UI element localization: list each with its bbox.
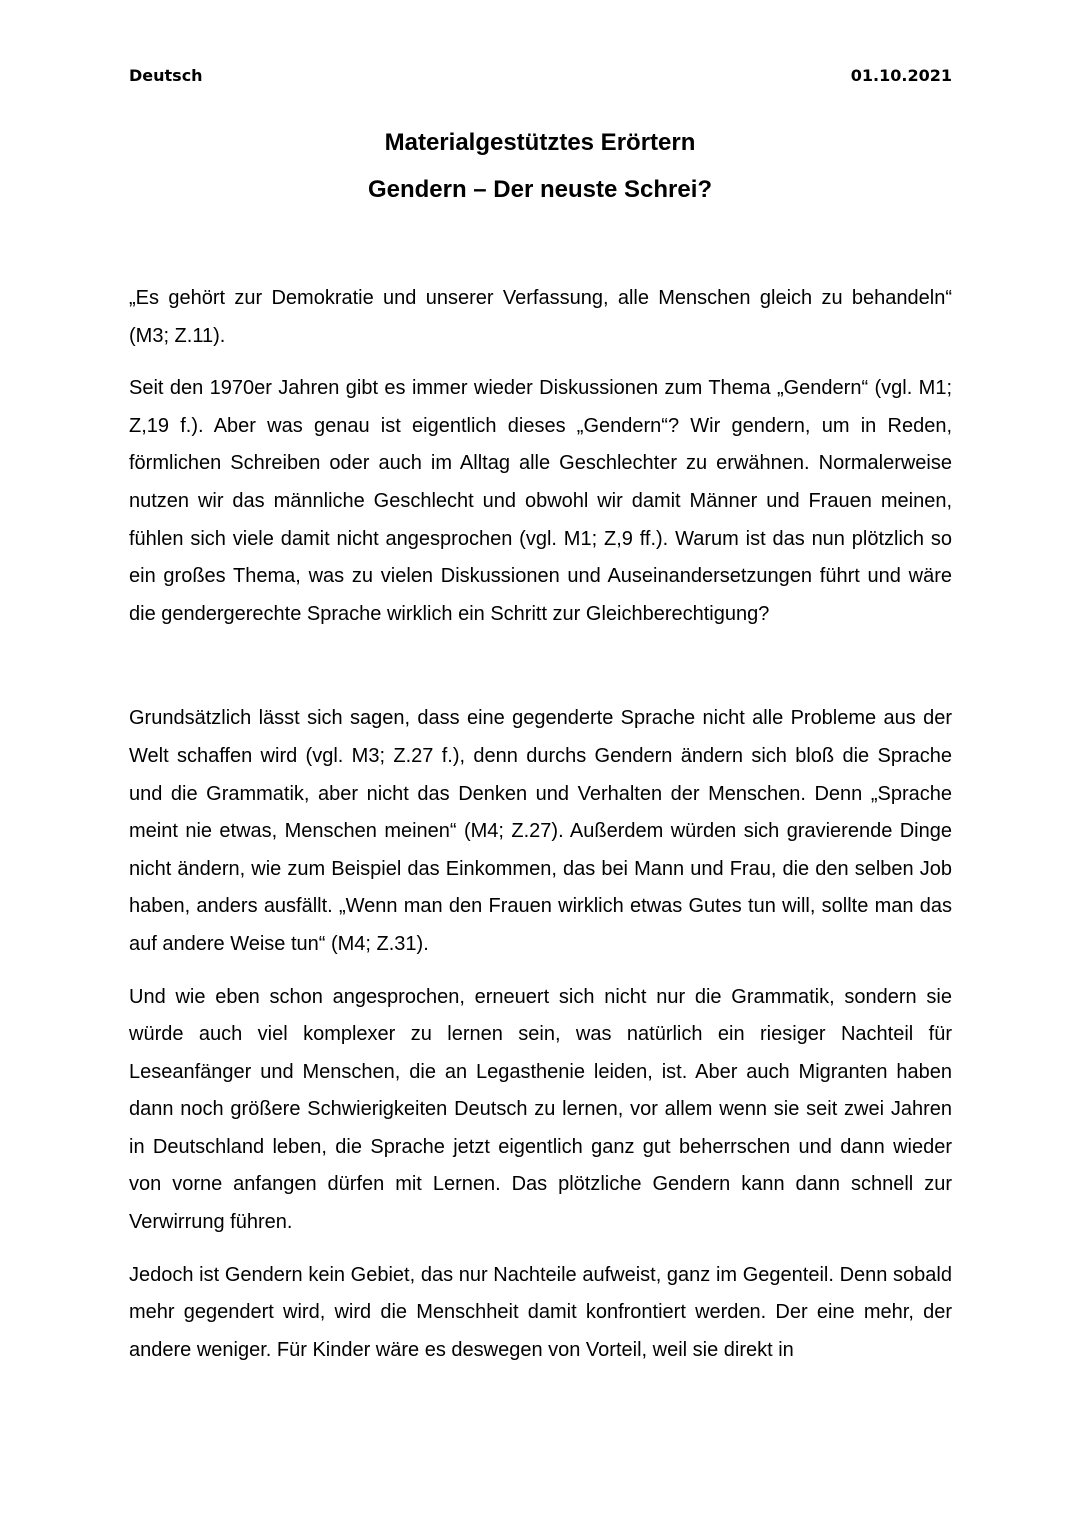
document-body — [129, 280, 952, 1369]
subject-header: Deutsch — [129, 66, 203, 85]
paragraph-introduction: Seit den 1970er Jahren gibt es immer wieder Diskussionen zum Thema „Gendern“ (vgl. M1; Z,19 f.). Aber was genau ist eigentlich dieses „Gendern“? Wir gendern, um in Reden, förmlichen Schreiben oder auch im Alltag alle Geschlechter zu erwähnen. Normalerweise nutzen wir das männliche Geschlecht und obwohl wir damit Männer und Frauen meinen, fühlen sich viele damit nicht angesprochen (vgl. M1; Z,9 ff.). Warum ist das nun plötzlich so ein großes Thema, was zu vielen Diskussionen und Auseinandersetzungen führt und wäre die gendergerechte Sprache wirklich ein Schritt zur Gleichberechtigung? — [129, 377, 952, 625]
paragraph-argument-1: Grundsätzlich lässt sich sagen, dass eine gegenderte Sprache nicht alle Probleme aus der Welt schaffen wird (vgl. M3; Z.27 f.), denn durchs Gendern ändern sich bloß die Sprache und die Grammatik, aber nicht das Denken und Verhalten der Menschen. Denn „Sprache meint nie etwas, Menschen meinen“ (M4; Z.27). Außerdem würden sich gravierende Dinge nicht ändern, wie zum Beispiel das Einkommen, das bei Mann und Frau, die den selben Job haben, anders ausfällt. „Wenn man den Frauen wirklich etwas Gutes tun will, sollte man das auf andere Weise tun“ (M4; Z.31). — [129, 707, 952, 955]
document-subtitle: Gendern – Der neuste Schrei? — [367, 176, 713, 203]
document-title: Materialgestütztes Erörtern — [384, 129, 696, 156]
paragraph-argument-3: Jedoch ist Gendern kein Gebiet, das nur Nachteile aufweist, ganz im Gegenteil. Denn sobald mehr gegendert wird, wird die Menschheit damit konfrontiert werden. Der eine mehr, der andere weniger. Für Kinder wäre es deswegen von Vorteil, weil sie direkt in — [129, 1263, 952, 1361]
paragraph-argument-2: Und wie eben schon angesprochen, erneuert sich nicht nur die Grammatik, sondern sie würde auch viel komplexer zu lernen sein, was natürlich ein riesiger Nachteil für Leseanfänger und Menschen, die an Legasthenie leiden, ist. Aber auch Migranten haben dann noch größere Schwierigkeiten Deutsch zu lernen, vor allem wenn sie seit zwei Jahren in Deutschland leben, die Sprache jetzt eigentlich ganz gut beherrschen und dann wieder von vorne anfangen dürfen mit Lernen. Das plötzliche Gendern kann dann schnell zur Verwirrung führen. — [129, 985, 952, 1234]
date-header: 01.10.2021 — [850, 66, 952, 85]
paragraph-quote: „Es gehört zur Demokratie und unserer Verfassung, alle Menschen gleich zu behandeln“ (M3; Z.11). — [129, 287, 952, 347]
